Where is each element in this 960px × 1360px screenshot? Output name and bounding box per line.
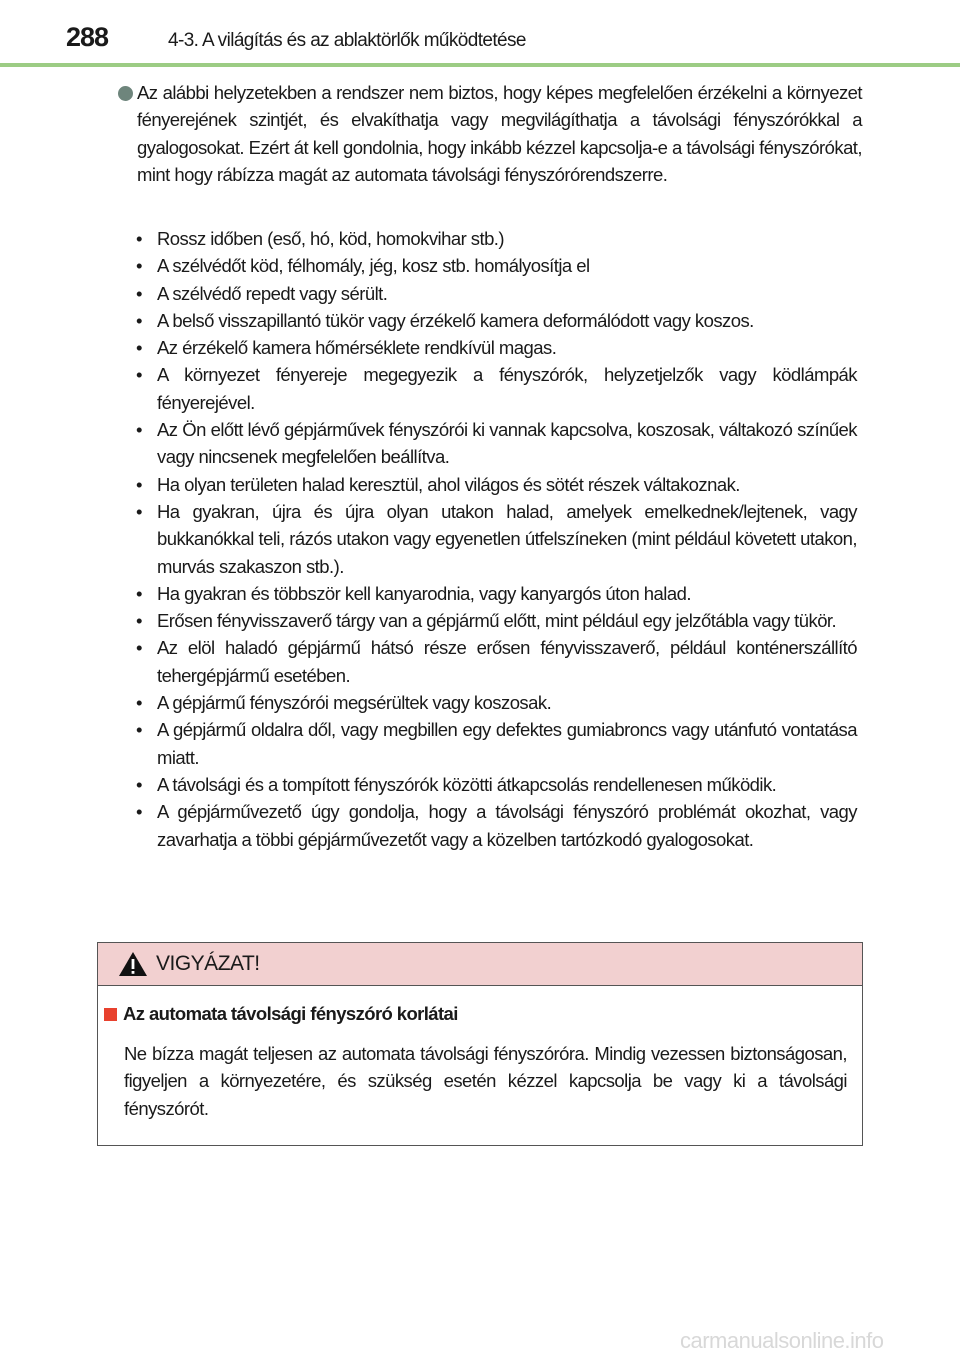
warning-triangle-icon [118,951,148,977]
red-square-icon [104,1008,117,1021]
page-number: 288 [66,22,109,52]
watermark: carmanualsonline.info [680,1328,884,1353]
condition-list [157,225,857,853]
list-item: • Ha gyakran és többször kell kanyarodnia, vagy kanyargós úton halad. [157,580,857,607]
warning-text: Ne bízza magát teljesen az automata távolsági fényszóróra. Mindig vezessen biztonságosan, figyeljen a környezetére, és szükség esetén kézzel kapcsolja be vagy ki a távolsági fényszórót. [124,1043,847,1119]
list-item: • A gépjárművezető úgy gondolja, hogy a távolsági fényszóró problémát okozhat, vagy zavarhatja a többi gépjárművezetőt vagy a közelben tartózkodó gyalogosokat. [157,798,857,853]
list-item: • A környezet fényereje megegyezik a fényszórók, helyzetjelzők vagy ködlámpák fényerejével. [157,361,857,416]
list-item: • A szélvédő repedt vagy sérült. [157,280,857,307]
list-item: • A gépjármű fényszórói megsérültek vagy koszosak. [157,689,857,716]
list-item: • Az Ön előtt lévő gépjárművek fényszórói ki vannak kapcsolva, koszosak, váltakozó színűek vagy nincsenek megfelelően beállítva. [157,416,857,471]
list-item: • Rossz időben (eső, hó, köd, homokvihar stb.) [157,225,857,252]
list-item: • A belső visszapillantó tükör vagy érzékelő kamera deformálódott vagy koszos. [157,307,857,334]
list-item: • Ha gyakran, újra és újra olyan utakon halad, amelyek emelkednek/lejtenek, vagy bukkanókkal teli, rázós utakon vagy egyenetlen útfelszíneken (mint például követett utakon, murvás szakaszon stb.). [157,498,857,580]
intro-paragraph [137,79,862,188]
header-divider [0,63,960,67]
list-item: • Az elöl haladó gépjármű hátsó része erősen fényvisszaverő, például konténerszállító tehergépjármű esetében. [157,634,857,689]
list-item: • Erősen fényvisszaverő tárgy van a gépjármű előtt, mint például egy jelzőtábla vagy tükör. [157,607,857,634]
bullet-dot-icon [118,86,133,101]
warning-subheading-text: Az automata távolsági fényszóró korlátai [123,1003,458,1024]
list-item: • A gépjármű oldalra dől, vagy megbillen egy defektes gumiabroncs vagy utánfutó vontatása miatt. [157,716,857,771]
warning-title: VIGYÁZAT! [156,952,260,975]
page-header [66,22,526,62]
list-item: • Az érzékelő kamera hőmérséklete rendkívül magas. [157,334,857,361]
section-title: 4-3. A világítás és az ablaktörlők működtetése [168,30,526,51]
warning-subheading [104,1003,458,1025]
list-item: • A szélvédőt köd, félhomály, jég, kosz stb. homályosítja el [157,252,857,279]
warning-header [98,943,862,986]
list-item: • Ha olyan területen halad keresztül, ahol világos és sötét részek váltakoznak. [157,471,857,498]
list-item: • A távolsági és a tompított fényszórók közötti átkapcsolás rendellenesen működik. [157,771,857,798]
warning-box [97,942,863,1146]
intro-text: Az alábbi helyzetekben a rendszer nem biztos, hogy képes megfelelően érzékelni a környezet fényerejének szintjét, és elvakíthatja vagy megvilágíthatja a távolsági fényszórókkal a gyalogosokat. Ezért át kell gondolnia, hogy inkább kézzel kapcsolja-e a távolsági fényszórókat, mint hogy rábízza magát az automata távolsági fényszórórendszerre. [137,82,862,185]
